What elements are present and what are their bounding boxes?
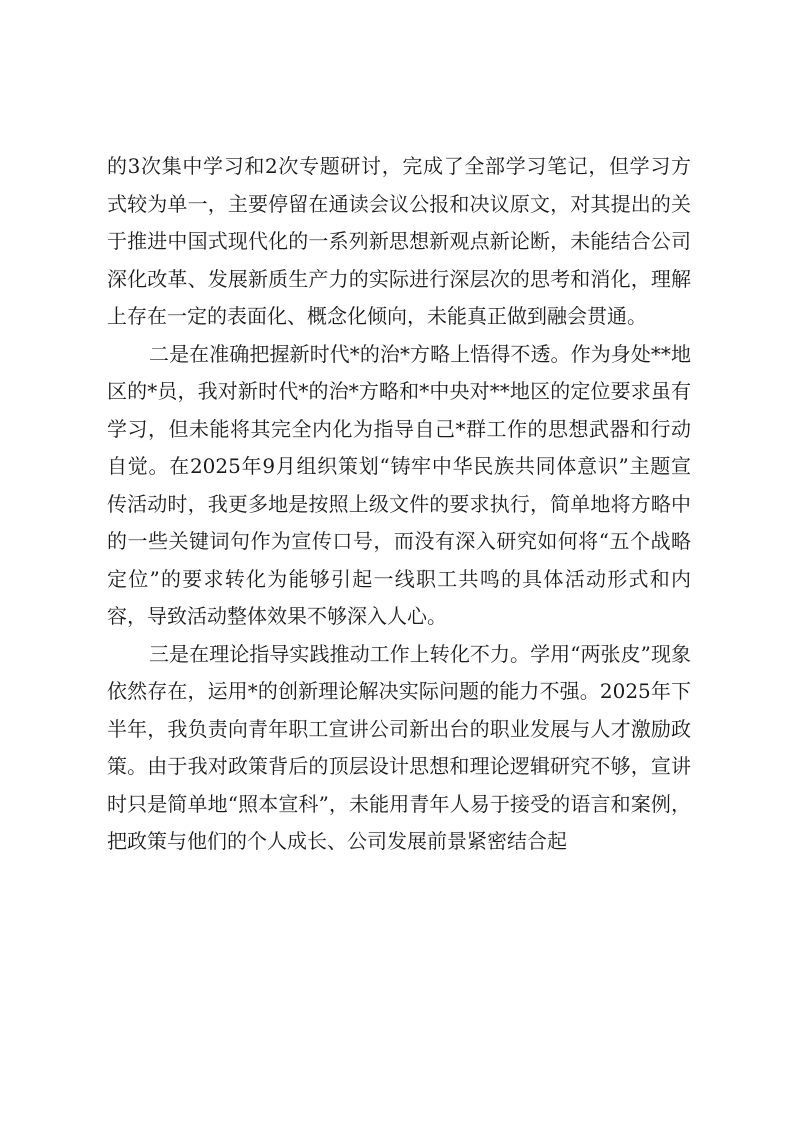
document-body — [107, 148, 691, 861]
paragraph-3: 三是在理论指导实践推动工作上转化不力。学用“两张皮”现象依然存在，运用*的创新理论解决实际问题的能力不强。2025年下半年，我负责向青年职工宣讲公司新出台的职业发展与人才激励政策。由于我对政策背后的顶层设计思想和理论逻辑研究不够，宣讲时只是简单地“照本宣科”，未能用青年人易于接受的语言和案例，把政策与他们的个人成长、公司发展前景紧密结合起 — [107, 641, 691, 853]
paragraph-1-continuation: 的3次集中学习和2次专题研讨，完成了全部学习笔记，但学习方式较为单一，主要停留在通读会议公报和决议原文，对其提出的关于推进中国式现代化的一系列新思想新观点新论断，未能结合公司深化改革、发展新质生产力的实际进行深层次的思考和消化，理解上存在一定的表面化、概念化倾向，未能真正做到融会贯通。 — [107, 154, 691, 328]
paragraph-2: 二是在准确把握新时代*的治*方略上悟得不透。作为身处**地区的*员，我对新时代*的治*方略和*中央对**地区的定位要求虽有学习，但未能将其完全内化为指导自己*群工作的思想武器和行动自觉。在2025年9月组织策划“铸牢中华民族共同体意识”主题宣传活动时，我更多地是按照上级文件的要求执行，简单地将方略中的一些关键词句作为宣传口号，而没有深入研究如何将“五个战略定位”的要求转化为能够引起一线职工共鸣的具体活动形式和内容，导致活动整体效果不够深入人心。 — [107, 341, 691, 628]
